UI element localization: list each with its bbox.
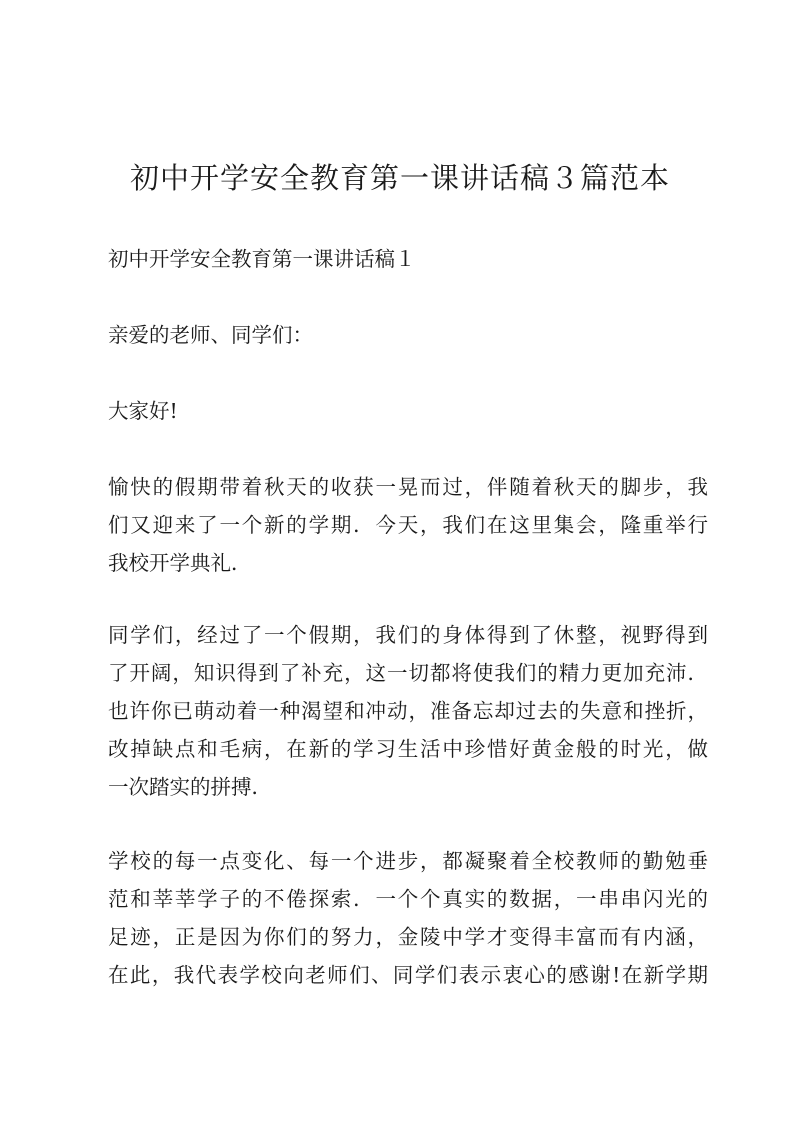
- section-heading: 初中开学安全教育第一课讲话稿１: [108, 247, 416, 271]
- paragraph-line: 了开阔，知识得到了补充，这一切都将使我们的精力更加充沛．: [108, 661, 708, 685]
- salutation: 亲爱的老师、同学们：: [108, 323, 313, 347]
- greeting: 大家好!: [108, 399, 178, 423]
- document-title: 初中开学安全教育第一课讲话稿３篇范本: [129, 161, 670, 195]
- paragraph-line: 愉快的假期带着秋天的收获一晃而过，伴随着秋天的脚步，我: [108, 475, 708, 499]
- paragraph-line: 同学们，经过了一个假期，我们的身体得到了休整，视野得到: [108, 623, 708, 647]
- paragraph-line: 我校开学典礼．: [108, 551, 252, 575]
- paragraph-line: 们又迎来了一个新的学期．今天，我们在这里集会，隆重举行: [108, 513, 708, 537]
- paragraph-line: 足迹，正是因为你们的努力，金陵中学才变得丰富而有内涵，: [108, 925, 708, 949]
- paragraph-line: 学校的每一点变化、每一个进步，都凝聚着全校教师的勤勉垂: [108, 849, 708, 873]
- paragraph-line: 改掉缺点和毛病，在新的学习生活中珍惜好黄金般的时光，做: [108, 737, 708, 761]
- paragraph-line: 一次踏实的拼搏．: [108, 775, 272, 799]
- paragraph-line: 在此，我代表学校向老师们、同学们表示衷心的感谢!在新学期: [108, 963, 708, 987]
- paragraph-line: 范和莘莘学子的不倦探索．一个个真实的数据，一串串闪光的: [108, 887, 708, 911]
- paragraph-line: 也许你已萌动着一种渴望和冲动，准备忘却过去的失意和挫折，: [108, 699, 708, 723]
